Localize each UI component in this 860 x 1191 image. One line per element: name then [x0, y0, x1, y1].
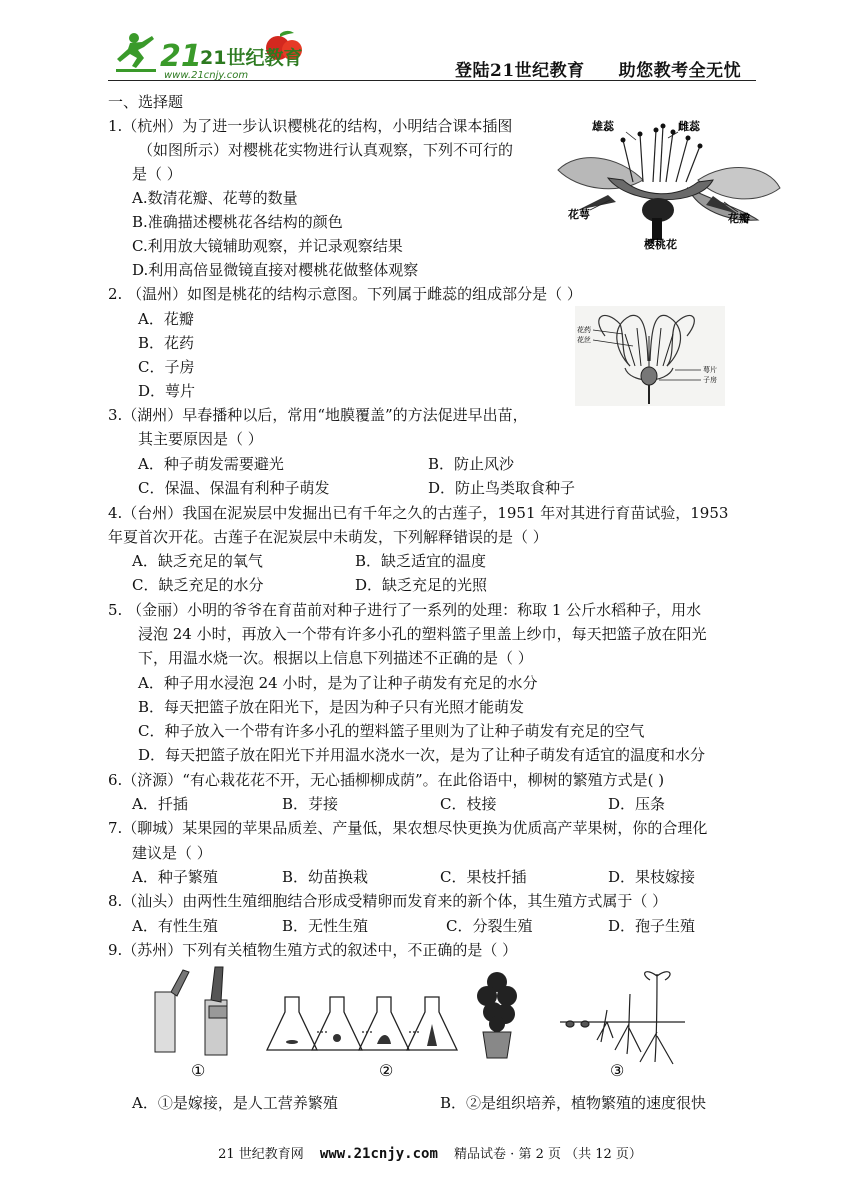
q1-option-b[interactable]: B.准确描述樱桃花各结构的颜色 [132, 213, 343, 231]
q7-option-a[interactable]: A．种子繁殖 [132, 868, 218, 886]
q4-option-c[interactable]: C．缺乏充足的水分 [132, 576, 264, 594]
q1-option-a[interactable]: A.数清花瓣、花萼的数量 [132, 189, 298, 207]
fig2-label-anther: 花药 [577, 326, 591, 334]
q6-option-b[interactable]: B．芽接 [282, 795, 339, 813]
footer-url[interactable]: www.21cnjy.com [319, 1146, 438, 1162]
q3-stem-line1: 3.（湖州）早春播种以后，常用“地膜覆盖”的方法促进早出苗， [108, 406, 528, 424]
q5-stem-line1: 5. （金丽）小明的爷爷在育苗前对种子进行了一系列的处理：称取 1 公斤水稻种子，用水 [108, 601, 702, 619]
fig1-caption: 樱桃花 [644, 238, 677, 250]
q8-option-a[interactable]: A．有性生殖 [132, 917, 218, 935]
q8-option-d[interactable]: D．孢子生殖 [608, 917, 696, 935]
q7-option-c[interactable]: C．果枝扦插 [440, 868, 527, 886]
q3-option-a[interactable]: A．种子萌发需要避光 [138, 455, 284, 473]
plant-reproduction-figure [145, 962, 690, 1080]
tagline-right: 助您教考全无忧 [618, 61, 742, 81]
q2-stem: 2. （温州）如图是桃花的结构示意图。下列属于雌蕊的组成部分是（ ） [108, 285, 582, 303]
fig1-label-sepal: 花萼 [568, 208, 590, 221]
tagline-left: 登陆21世纪教育 [455, 61, 585, 81]
q1-option-c[interactable]: C.利用放大镜辅助观察，并记录观察结果 [132, 237, 403, 255]
q1-stem-line1: 1.（杭州）为了进一步认识樱桃花的结构，小明结合课本插图 [108, 117, 513, 135]
footer-page-number: 精品试卷 · 第 2 页 （共 12 页） [454, 1147, 642, 1162]
q6-stem: 6.（济源）“有心栽花花不开，无心插柳柳成荫”。在此俗语中，柳树的繁殖方式是( ) [108, 771, 665, 789]
fig3-label-1: ① [191, 1061, 206, 1080]
q2-option-c[interactable]: C．子房 [138, 358, 195, 376]
q9-option-b[interactable]: B．②是组织培养，植物繁殖的速度很快 [440, 1094, 707, 1112]
q4-stem-line2: 年夏首次开花。古莲子在泥炭层中未萌发，下列解释错误的是（ ） [108, 528, 548, 546]
site-logo[interactable] [112, 28, 307, 80]
fig1-label-stamen: 雄蕊 [592, 120, 614, 133]
footer-site: 21 世纪教育网 [218, 1147, 304, 1162]
q1-stem-line2: （如图所示）对樱桃花实物进行认真观察，下列不可行的 [138, 141, 514, 159]
q9-option-a[interactable]: A．①是嫁接，是人工营养繁殖 [132, 1094, 338, 1112]
q7-stem-line1: 7.（聊城）某果园的苹果品质差、产量低，果农想尽快更换为优质高产苹果树，你的合理化 [108, 819, 708, 837]
fig2-label-filament: 花丝 [577, 336, 591, 344]
q5-option-a[interactable]: A．种子用水浸泡 24 小时，是为了让种子萌发有充足的水分 [138, 674, 538, 692]
q2-option-d[interactable]: D．萼片 [138, 382, 196, 400]
q7-option-b[interactable]: B．幼苗换栽 [282, 868, 369, 886]
q5-option-c[interactable]: C．种子放入一个带有许多小孔的塑料篮子里则为了让种子萌发有充足的空气 [138, 722, 645, 740]
q8-option-c[interactable]: C．分裂生殖 [446, 917, 533, 935]
fig3-label-2: ② [379, 1061, 394, 1080]
q1-stem-line3: 是（ ） [132, 165, 182, 183]
q3-option-d[interactable]: D．防止鸟类取食种子 [428, 479, 576, 497]
fig1-label-pistil: 雌蕊 [678, 120, 700, 133]
q1-option-d[interactable]: D.利用高倍显微镜直接对樱桃花做整体观察 [132, 261, 419, 279]
q5-stem-line3: 下，用温水烧一次。根据以上信息下列描述不正确的是（ ） [138, 649, 533, 667]
q5-option-b[interactable]: B．每天把篮子放在阳光下，是因为种子只有光照才能萌发 [138, 698, 525, 716]
q8-stem: 8.（汕头）由两性生殖细胞结合形成受精卵而发育来的新个体，其生殖方式属于（ ） [108, 892, 668, 910]
fig2-label-sepal: 萼片 [703, 366, 717, 374]
q3-option-c[interactable]: C．保温、保温有利种子萌发 [138, 479, 330, 497]
q7-stem-line2: 建议是（ ） [132, 844, 212, 862]
q6-option-d[interactable]: D．压条 [608, 795, 666, 813]
q3-option-b[interactable]: B．防止风沙 [428, 455, 515, 473]
fig3-label-3: ③ [610, 1061, 625, 1080]
page-footer [0, 1143, 860, 1162]
q6-option-a[interactable]: A．扦插 [132, 795, 188, 813]
logo-text: 21世纪教育 [200, 47, 303, 69]
q3-stem-line2: 其主要原因是（ ） [138, 430, 263, 448]
q4-option-d[interactable]: D．缺乏充足的光照 [355, 576, 488, 594]
q7-option-d[interactable]: D．果枝嫁接 [608, 868, 696, 886]
q9-stem: 9.（苏州）下列有关植物生殖方式的叙述中，不正确的是（ ） [108, 941, 518, 959]
q6-option-c[interactable]: C．枝接 [440, 795, 497, 813]
cherry-blossom-figure [548, 110, 788, 250]
fig2-label-ovary: 子房 [703, 376, 717, 384]
q5-stem-line2: 浸泡 24 小时，再放入一个带有许多小孔的塑料篮子里盖上纱巾，每天把篮子放在阳光 [138, 625, 707, 643]
q4-option-b[interactable]: B．缺乏适宜的温度 [355, 552, 487, 570]
q8-option-b[interactable]: B．无性生殖 [282, 917, 369, 935]
fig1-label-petal: 花瓣 [728, 212, 750, 225]
section-title: 一、选择题 [108, 93, 184, 111]
q2-option-a[interactable]: A．花瓣 [138, 310, 194, 328]
logo-url: www.21cnjy.com [164, 70, 249, 80]
peach-flower-figure [575, 306, 725, 406]
q2-option-b[interactable]: B．花药 [138, 334, 195, 352]
q5-option-d[interactable]: D．每天把篮子放在阳光下并用温水浇水一次，是为了让种子萌发有适宜的温度和水分 [138, 746, 706, 764]
header-tagline [455, 56, 741, 81]
header-divider [108, 80, 756, 81]
q4-stem-line1: 4.（台州）我国在泥炭层中发掘出已有千年之久的古莲子，1951 年对其进行育苗试验，1953 [108, 504, 729, 522]
logo-number: 21 [160, 39, 202, 74]
q4-option-a[interactable]: A．缺乏充足的氧气 [132, 552, 263, 570]
